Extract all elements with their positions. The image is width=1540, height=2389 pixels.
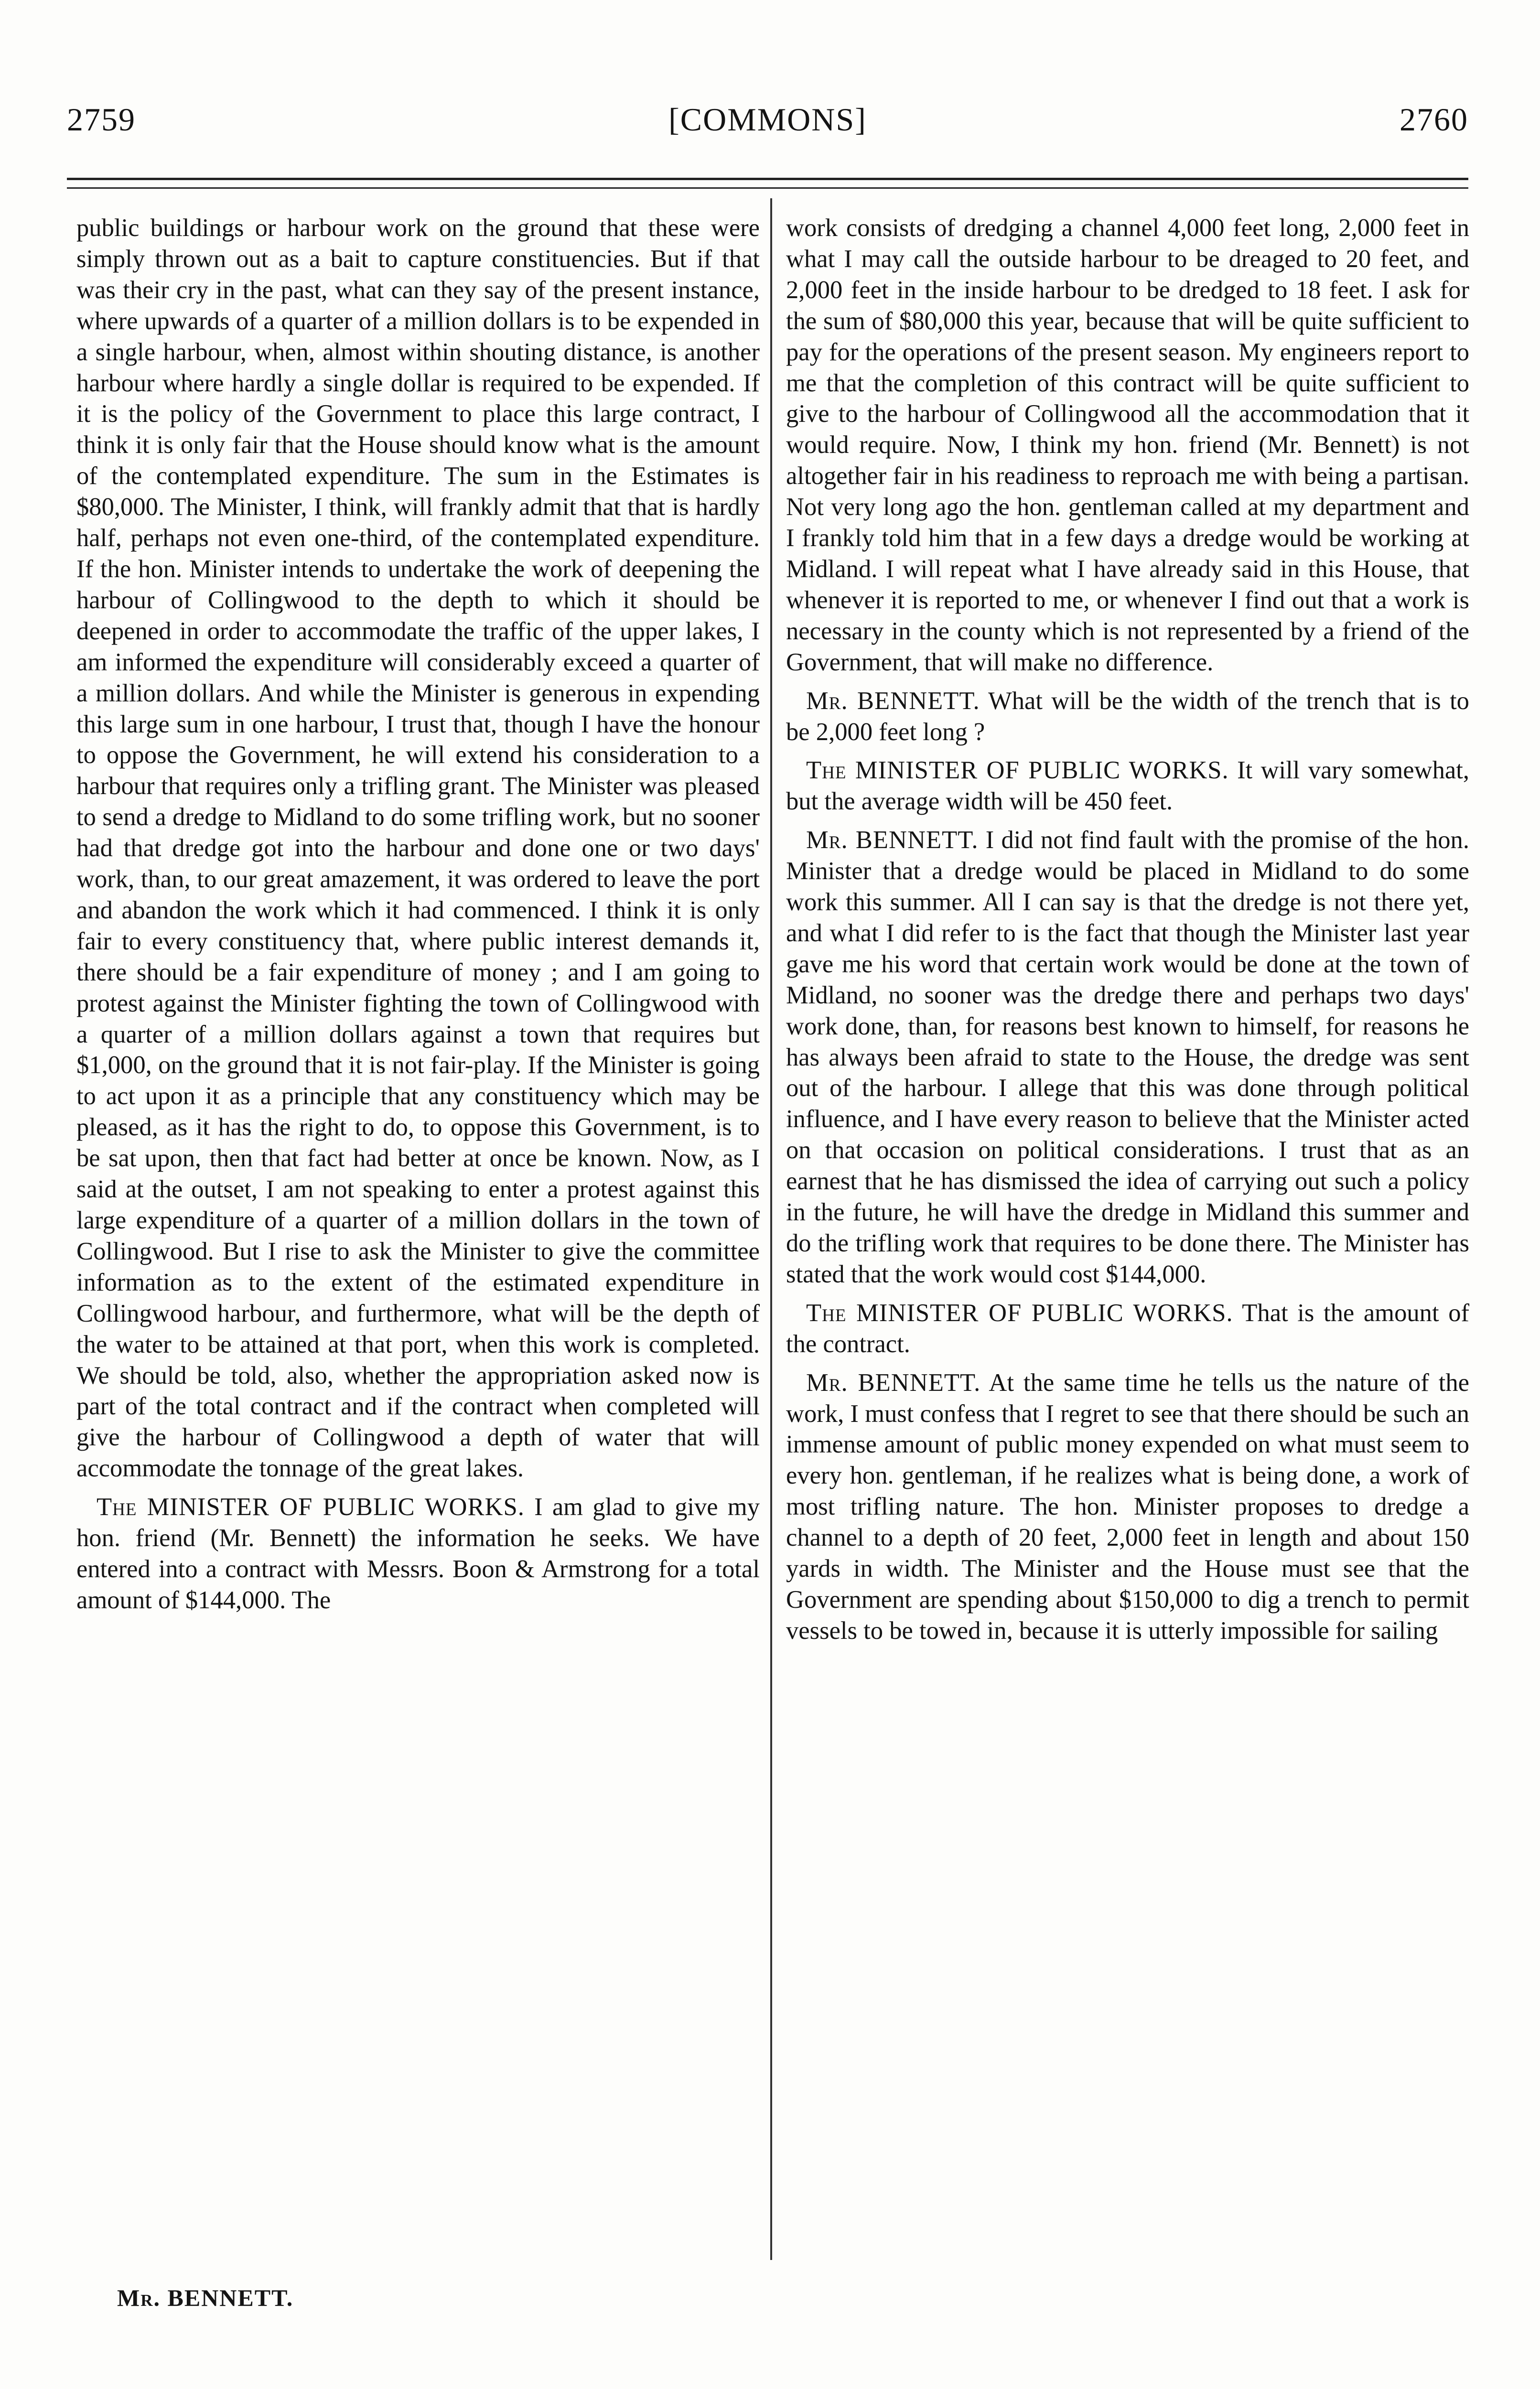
left-column xyxy=(76,213,760,1616)
header-rule-bottom xyxy=(67,187,1468,189)
speaker-name: The MINISTER OF PUBLIC WORKS. xyxy=(806,756,1229,785)
paragraph xyxy=(786,1367,1469,1646)
speaker-name: The MINISTER OF PUBLIC WORKS. xyxy=(806,1299,1233,1327)
paragraph xyxy=(786,686,1469,748)
paragraph xyxy=(786,825,1469,1290)
paragraph xyxy=(76,213,760,1484)
paragraph-text: It will vary somewhat, but the average width will be 450 feet. xyxy=(786,756,1469,816)
paragraph-text: At the same time he tells us the nature of the work, I must confess that I regret to see that there should be such an immense amount of public money expended on what must seem to every hon. gentleman, if he realizes what is being done, a work of most trifling nature. The hon. Minister proposes to dredge a channel to a depth of 20 feet, 2,000 feet in length and about 150 yards in width. The Minister and the House must see that the Government are spending about $150,000 to dig a trench to permit vessels to be towed in, because it is utterly impossible for sailing xyxy=(786,1368,1469,1645)
right-column xyxy=(786,213,1469,1646)
paragraph xyxy=(786,755,1469,817)
speaker-name: Mr. BENNETT. xyxy=(806,687,980,715)
paragraph xyxy=(786,213,1469,678)
speaker-name: Mr. BENNETT. xyxy=(806,826,979,854)
page-number-right: 2760 xyxy=(1400,101,1468,138)
page-number-left: 2759 xyxy=(67,101,136,138)
speaker-name: The MINISTER OF PUBLIC WORKS. xyxy=(97,1493,525,1521)
paragraph xyxy=(786,1298,1469,1360)
running-footer: Mr. BENNETT. xyxy=(117,2284,294,2311)
paragraph-text: I am glad to give my hon. friend (Mr. Bennett) the information he seeks. We have entered into a contract with Messrs. Boon & Armstrong for a total amount of $144,000. The xyxy=(76,1493,760,1614)
paragraph xyxy=(76,1492,760,1616)
page-title: [COMMONS] xyxy=(668,101,867,138)
paragraph-text: That is the amount of the contract. xyxy=(786,1299,1470,1358)
header-rule-top xyxy=(67,178,1468,180)
speaker-name: Mr. BENNETT. xyxy=(806,1368,981,1397)
page-header xyxy=(67,96,1468,143)
paragraph-text: What will be the width of the trench that is to be 2,000 feet long ? xyxy=(786,687,1469,746)
paragraph-text: public buildings or harbour work on the ground that these were simply thrown out as a bait to capture constituencies. But if that was their cry in the past, what can they say of the present instance, where upwards of a quarter of a million dollars is to be expended in a single harbour, when, almost within shouting distance, is another harbour where hardly a single dollar is required to be expended. If it is the policy of the Government to place this large contract, I think it is only fair that the House should know what is the amount of the contemplated expenditure. The sum in the Estimates is $80,000. The Minister, I think, will frankly admit that that is hardly half, perhaps not even one-third, of the contemplated expenditure. If the hon. Minister intends to undertake the work of deepening the harbour of Collingwood to the depth to which it should be deepened in order to accommodate the traffic of the upper lakes, I am informed the expenditure will considerably exceed a quarter of a million dollars. And while the Minister is generous in expending this large sum in one harbour, I trust that, though I have the honour to oppose the Government, he will extend his consideration to a harbour that requires only a trifling grant. The Minister was pleased to send a dredge to Midland to do some trifling work, but no sooner had that dredge got into the harbour and done one or two days' work, than, to our great amazement, it was ordered to leave the port and abandon the work which it had commenced. I think it is only fair to every constituency that, where public interest demands it, there should be a fair expenditure of money ; and I am going to protest against the Minister fighting the town of Collingwood with a quarter of a million dollars against a town that requires but $1,000, on the ground that it is not fair-play. If the Minister is going to act upon it as a principle that any constituency which may be pleased, as it has the right to do, to oppose this Government, is to be sat upon, then that fact had better at once be known. Now, as I said at the outset, I am not speaking to enter a protest against this large expenditure of a quarter of a million dollars in the town of Collingwood. But I rise to ask the Minister to give the committee information as to the extent of the estimated expenditure in Collingwood harbour, and furthermore, what will be the depth of the water to be attained at that port, when this work is completed. We should be told, also, whether the appropriation asked now is part of the total contract and if the contract when completed will give the harbour of Collingwood a depth of water that will accommodate the tonnage of the great lakes. xyxy=(76,214,760,1483)
paragraph-text: I did not find fault with the promise of the hon. Minister that a dredge would be placed in Midland to do some work this summer. All I can say is that the dredge is not there yet, and what I did refer to is the fact that though the Minister last year gave me his word that certain work would be done at the town of Midland, no sooner was the dredge there and perhaps two days' work done, than, for reasons best known to himself, for reasons he has always been afraid to state to the House, the dredge was sent out of the harbour. I allege that this was done through political influence, and I have every reason to believe that the Minister acted on that occasion on political considerations. I trust that as an earnest that he has dismissed the idea of carrying out such a policy in the future, he will have the dredge in Midland this summer and do the trifling work that requires to be done there. The Minister has stated that the work would cost $144,000. xyxy=(786,826,1469,1288)
column-divider xyxy=(770,198,772,2260)
paragraph-text: work consists of dredging a channel 4,000 feet long, 2,000 feet in what I may call the outside harbour to be dreaged to 20 feet, and 2,000 feet in the inside harbour to be dredged to 18 feet. I ask for the sum of $80,000 this year, because that will be quite sufficient to pay for the operations of the present season. My engineers report to me that the completion of this contract will be quite sufficient to give to the harbour of Collingwood all the accommodation that it would require. Now, I think my hon. friend (Mr. Bennett) is not altogether fair in his readiness to reproach me with being a partisan. Not very long ago the hon. gentleman called at my department and I frankly told him that in a few days a dredge would be working at Midland. I will repeat what I have already said in this House, that whenever it is reported to me, or whenever I find out that a work is necessary in the county which is not represented by a friend of the Government, that will make no difference. xyxy=(786,214,1469,676)
